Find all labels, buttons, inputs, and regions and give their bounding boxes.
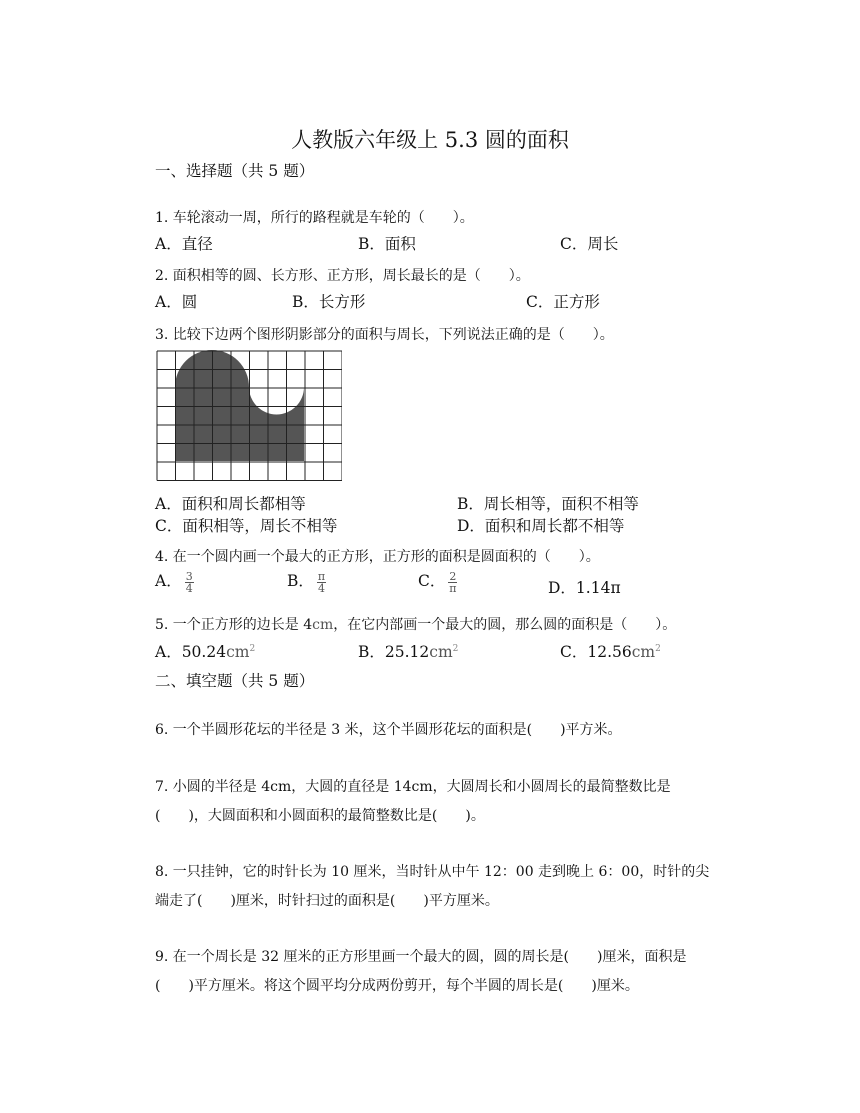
q3-option-c[interactable]: C．面积相等，周长不相等: [155, 517, 338, 535]
question-8-line-1: 8. 一只挂钟，它的时针长为 10 厘米，当时针从中午 12：00 走到晚上 6：00，时针的尖: [155, 864, 710, 880]
q4-option-c-label: C．: [418, 572, 446, 590]
q3-option-d[interactable]: D．面积和周长都不相等: [457, 517, 625, 535]
q2-option-b[interactable]: B．长方形: [292, 293, 366, 311]
question-9-line-1: 9. 在一个周长是 32 厘米的正方形里画一个最大的圆，圆的周长是( )厘米，面积是: [155, 949, 687, 965]
unit-cm2: $cm^2$: [631, 643, 661, 661]
page-title: 人教版六年级上 5.3 圆的面积: [291, 128, 569, 152]
question-6: 6. 一个半圆形花坛的半径是 3 米，这个半圆形花坛的面积是( )平方米。: [155, 722, 622, 738]
section-heading-fill: 二、填空题（共 5 题）: [155, 672, 315, 690]
question-3-stem: 3. 比较下边两个图形阴影部分的面积与周长，下列说法正确的是（ ）。: [155, 327, 614, 343]
q5-option-c[interactable]: C．$12.56cm^2$: [560, 643, 661, 661]
q4-option-c[interactable]: [418, 569, 457, 594]
q4-option-d[interactable]: D．1.14π: [548, 579, 621, 597]
right-shaded-shape: [249, 387, 304, 461]
q4-option-a[interactable]: [155, 569, 194, 594]
q1-option-c[interactable]: C．周长: [560, 235, 619, 253]
q1-option-a[interactable]: A．直径: [155, 235, 213, 253]
shaded-figure-grid: [156, 350, 342, 482]
q2-option-a[interactable]: A．圆: [155, 293, 198, 311]
question-8-line-2: 端走了( )厘米，时针扫过的面积是( )平方厘米。: [155, 893, 499, 909]
fraction: $\frac{2}{\pi}$: [449, 569, 457, 595]
fraction: $\frac{3}{4}$: [185, 569, 193, 595]
unit-cm2: $cm^2$: [429, 643, 459, 661]
q4-option-b[interactable]: [287, 569, 326, 594]
q4-option-a-label: A．: [155, 572, 182, 590]
q3-option-b[interactable]: B．周长相等，面积不相等: [457, 495, 639, 513]
question-4-stem: 4. 在一个圆内画一个最大的正方形，正方形的面积是圆面积的（ ）。: [155, 549, 600, 565]
q5-option-a[interactable]: A．$50.24cm^2$: [155, 643, 256, 661]
section-heading-choice: 一、选择题（共 5 题）: [155, 162, 315, 180]
q2-option-c[interactable]: C．正方形: [526, 293, 600, 311]
fraction: $\frac{\pi}{4}$: [317, 569, 326, 595]
unit-cm2: $cm^2$: [226, 643, 256, 661]
q4-option-b-label: B．: [287, 572, 314, 590]
question-1-stem: 1. 车轮滚动一周，所行的路程就是车轮的（ ）。: [155, 210, 474, 226]
question-2-stem: 2. 面积相等的圆、长方形、正方形，周长最长的是（ ）。: [155, 268, 530, 284]
q1-option-b[interactable]: B．面积: [358, 235, 416, 253]
q5-option-b[interactable]: B．$25.12cm^2$: [358, 643, 459, 661]
question-7-line-2: ( )，大圆面积和小圆面积的最简整数比是( )。: [155, 808, 485, 824]
q3-option-a[interactable]: A．面积和周长都相等: [155, 495, 306, 513]
question-7-line-1: 7. 小圆的半径是 4cm，大圆的直径是 14cm，大圆周长和小圆周长的最简整数比是: [155, 779, 671, 795]
question-9-line-2: ( )平方厘米。将这个圆平均分成两份剪开，每个半圆的周长是( )厘米。: [155, 978, 639, 994]
question-5-stem: 5. 一个正方形的边长是 4cm，在它内部画一个最大的圆，那么圆的面积是（ ）。: [155, 617, 677, 633]
